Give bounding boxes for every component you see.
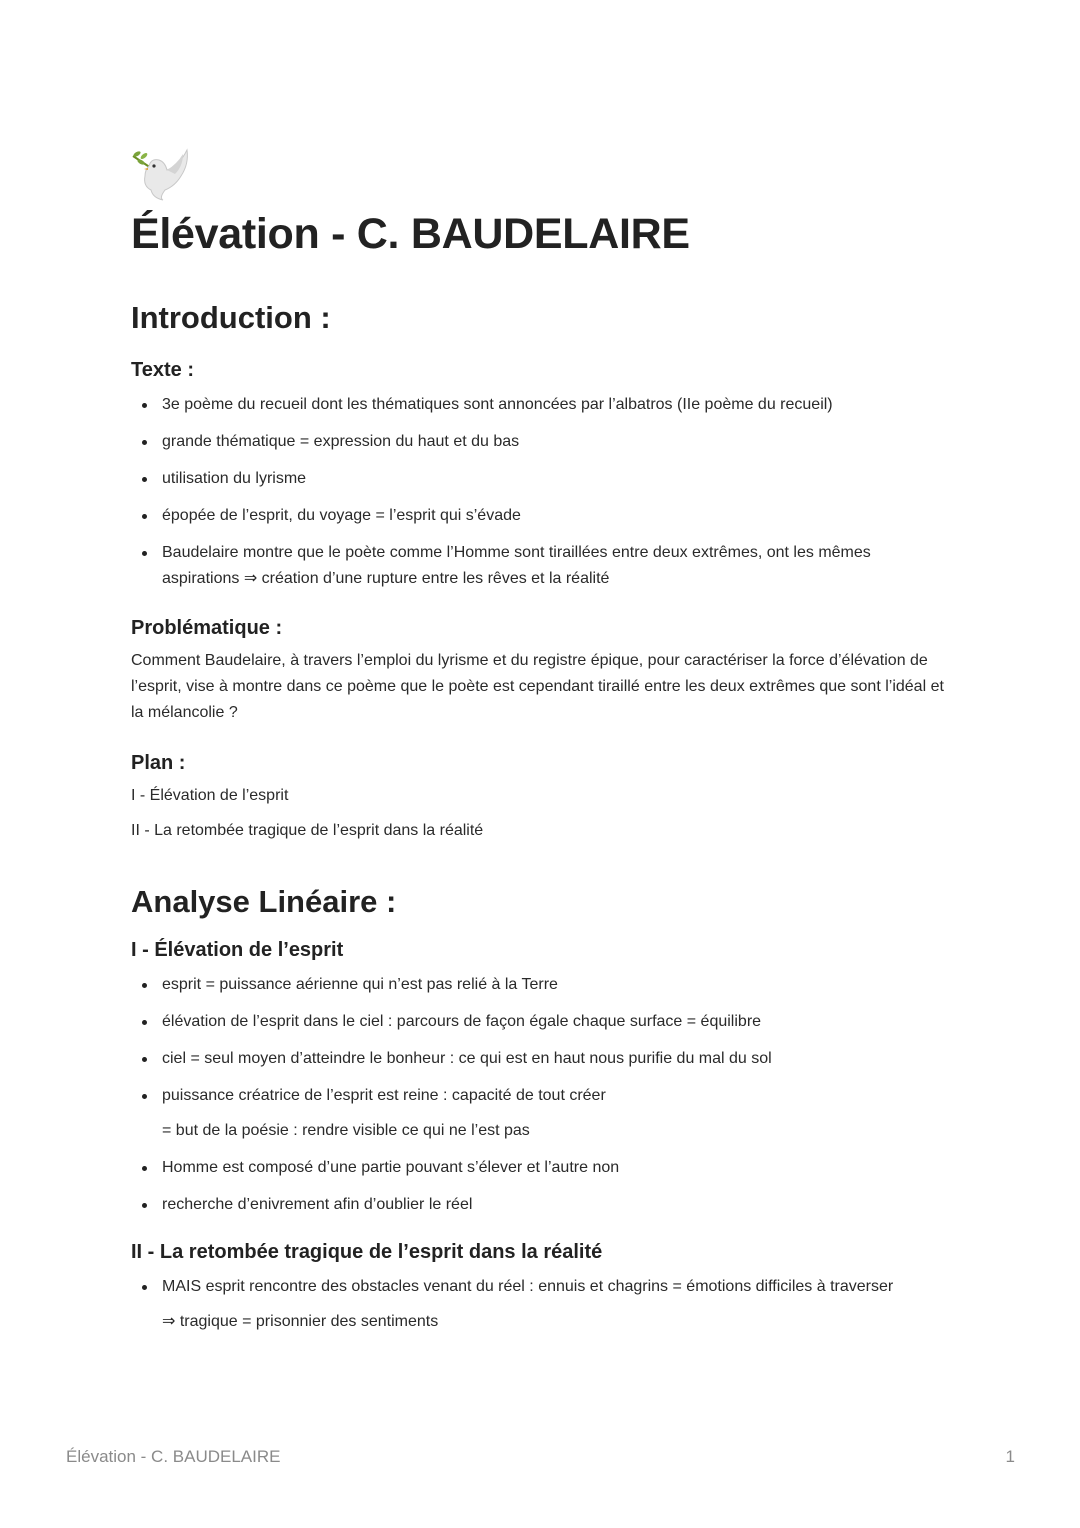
plan-heading: Plan : — [131, 752, 186, 774]
texte-list — [131, 392, 951, 592]
list-item: MAIS esprit rencontre des obstacles venant du réel : ennuis et chagrins = émotions difficiles à traverser — [131, 1274, 951, 1300]
list-item: esprit = puissance aérienne qui n’est pas relié à la Terre — [131, 972, 951, 998]
part2-heading: II - La retombée tragique de l’esprit dans la réalité — [131, 1241, 603, 1263]
problematique-heading: Problématique : — [131, 617, 283, 639]
dove-icon — [129, 142, 193, 202]
analyse-heading: Analyse Linéaire : — [131, 884, 397, 919]
document-title: Élévation - C. BAUDELAIRE — [131, 210, 690, 258]
list-item: élévation de l’esprit dans le ciel : parcours de façon égale chaque surface = équilibre — [131, 1009, 951, 1035]
part1-list-continued — [131, 1155, 951, 1218]
texte-heading: Texte : — [131, 359, 194, 381]
document-page — [131, 142, 951, 1335]
plan-line: II - La retombée tragique de l’esprit dans la réalité — [131, 822, 484, 839]
list-item: puissance créatrice de l’esprit est reine : capacité de tout créer — [131, 1083, 951, 1109]
part2-list — [131, 1274, 951, 1300]
list-item: grande thématique = expression du haut et du bas — [131, 429, 951, 455]
list-item: épopée de l’esprit, du voyage = l’esprit qui s’évade — [131, 503, 951, 529]
part1-list — [131, 972, 951, 1109]
list-item: Homme est composé d’une partie pouvant s’élever et l’autre non — [131, 1155, 951, 1181]
list-item: utilisation du lyrisme — [131, 466, 951, 492]
problematique-text: Comment Baudelaire, à travers l’emploi du lyrisme et du registre épique, pour caractériser la force d’élévation de l’esprit, vise à montre dans ce poème que le poète est cependant tiraillé entre les deux extrêmes que sont l’idéal et la mélancolie ? — [131, 652, 944, 721]
part2-note: ⇒ tragique = prisonnier des sentiments — [162, 1313, 439, 1330]
list-item: recherche d’enivrement afin d’oublier le réel — [131, 1192, 951, 1218]
page-number: 1 — [1005, 1447, 1015, 1466]
list-item: ciel = seul moyen d’atteindre le bonheur : ce qui est en haut nous purifie du mal du sol — [131, 1046, 951, 1072]
footer-title: Élévation - C. BAUDELAIRE — [66, 1447, 281, 1466]
introduction-heading: Introduction : — [131, 300, 331, 335]
part1-heading: I - Élévation de l’esprit — [131, 939, 344, 961]
part1-note: = but de la poésie : rendre visible ce qui ne l’est pas — [162, 1122, 530, 1139]
plan-line: I - Élévation de l’esprit — [131, 787, 289, 804]
list-item: Baudelaire montre que le poète comme l’Homme sont tiraillées entre deux extrêmes, ont les mêmes aspirations ⇒ création d’une rupture entre les rêves et la réalité — [131, 540, 951, 592]
list-item: 3e poème du recueil dont les thématiques sont annoncées par l’albatros (IIe poème du recueil) — [131, 392, 951, 418]
